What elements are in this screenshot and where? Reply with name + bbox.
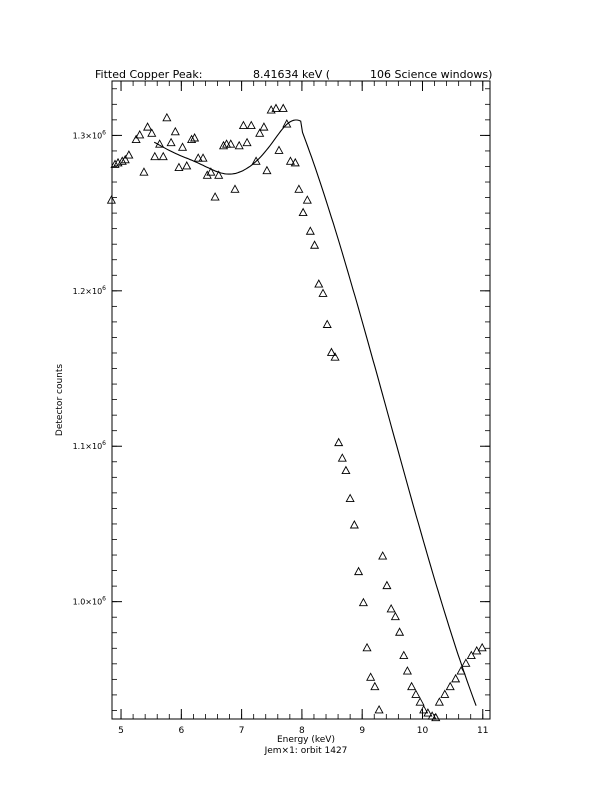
data-point-marker	[263, 167, 271, 174]
minor-ticks	[112, 81, 490, 719]
data-point-marker	[363, 644, 371, 651]
data-point-marker	[279, 104, 287, 111]
data-point-marker	[319, 289, 327, 296]
data-point-marker	[240, 122, 248, 129]
data-point-marker	[231, 185, 239, 192]
data-point-marker	[400, 652, 408, 659]
data-point-marker	[260, 123, 268, 130]
data-point-marker	[299, 209, 307, 216]
y-tick-label: $1.0\times 10^6$	[72, 595, 106, 607]
data-point-marker	[371, 683, 379, 690]
data-point-marker	[412, 690, 420, 697]
data-point-marker	[338, 454, 346, 461]
title-windows: 106 Science windows)	[370, 68, 493, 81]
data-point-marker	[331, 353, 339, 360]
data-point-marker	[163, 114, 171, 121]
data-point-marker	[243, 139, 251, 146]
data-point-marker	[462, 659, 470, 666]
x-tick-label: 7	[238, 726, 245, 736]
data-markers	[108, 104, 486, 720]
data-point-marker	[360, 599, 368, 606]
data-point-marker	[392, 613, 400, 620]
x-axis	[118, 81, 488, 736]
data-point-marker	[367, 673, 375, 680]
data-point-marker	[383, 582, 391, 589]
title-energy: 8.41634 keV (	[253, 68, 331, 81]
data-point-marker	[408, 683, 416, 690]
data-point-marker	[211, 193, 219, 200]
data-point-marker	[291, 159, 299, 166]
data-point-marker	[379, 552, 387, 559]
data-point-marker	[441, 690, 449, 697]
data-point-marker	[323, 321, 331, 328]
data-point-marker	[478, 644, 486, 651]
title-label: Fitted Copper Peak:	[95, 68, 203, 81]
data-point-marker	[283, 120, 291, 127]
y-tick-label: $1.2\times 10^6$	[72, 284, 106, 296]
data-point-marker	[315, 280, 323, 287]
data-point-marker	[346, 495, 354, 502]
data-point-marker	[175, 164, 183, 171]
data-point-marker	[151, 153, 159, 160]
data-point-marker	[267, 106, 275, 113]
data-point-marker	[144, 123, 152, 130]
data-point-marker	[342, 467, 350, 474]
y-tick-label: $1.3\times 10^6$	[72, 129, 106, 141]
fit-curve	[154, 120, 476, 706]
data-point-marker	[416, 698, 424, 705]
data-point-marker	[172, 128, 180, 135]
data-point-marker	[179, 143, 187, 150]
data-point-marker	[235, 142, 243, 149]
y-tick-label: $1.1\times 10^6$	[72, 440, 106, 452]
data-point-marker	[183, 162, 191, 169]
y-axis	[73, 129, 490, 606]
x-tick-label: 5	[118, 726, 124, 736]
data-point-marker	[191, 134, 199, 141]
data-point-marker	[404, 667, 412, 674]
data-point-marker	[159, 153, 167, 160]
data-point-marker	[446, 683, 454, 690]
plot-frame	[112, 81, 490, 719]
data-point-marker	[335, 439, 343, 446]
footer-label: Jem×1: orbit 1427	[264, 746, 348, 756]
data-point-marker	[121, 156, 129, 163]
data-point-marker	[375, 706, 383, 713]
data-point-marker	[311, 241, 319, 248]
data-point-marker	[396, 628, 404, 635]
data-point-marker	[247, 122, 255, 129]
data-point-marker	[452, 675, 460, 682]
data-point-marker	[351, 521, 359, 528]
x-tick-label: 11	[477, 726, 489, 736]
y-axis-label: Detector counts	[55, 363, 65, 437]
chart-title	[95, 68, 492, 81]
data-point-marker	[307, 227, 315, 234]
x-tick-label: 9	[359, 726, 366, 736]
data-point-marker	[132, 136, 140, 143]
data-point-marker	[436, 698, 444, 705]
data-point-marker	[140, 168, 148, 175]
data-point-marker	[275, 146, 283, 153]
data-point-marker	[355, 568, 363, 575]
x-tick-label: 10	[416, 726, 429, 736]
data-point-marker	[167, 139, 175, 146]
data-point-marker	[295, 185, 303, 192]
data-point-marker	[304, 196, 312, 203]
x-tick-label: 6	[178, 726, 185, 736]
x-tick-label: 8	[299, 726, 305, 736]
data-point-marker	[387, 605, 395, 612]
x-axis-label: Energy (keV)	[277, 735, 335, 745]
